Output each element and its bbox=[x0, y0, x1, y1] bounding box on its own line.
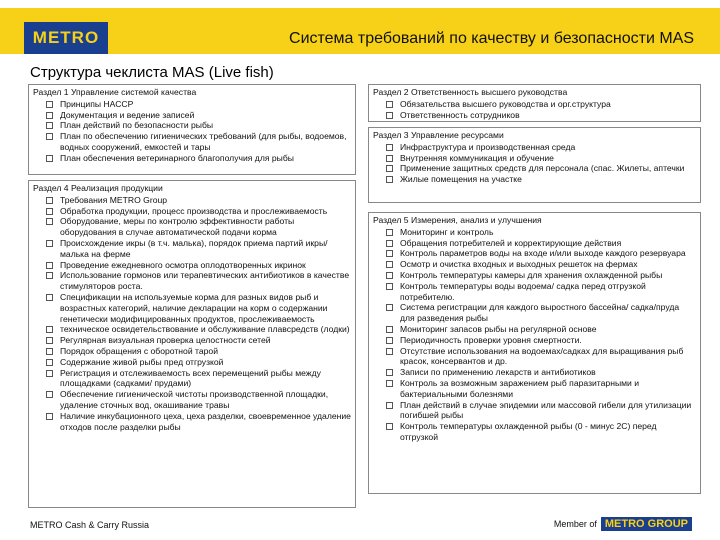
section-3-title: Раздел 3 Управление ресурсами bbox=[373, 130, 504, 140]
list-item: Контроль параметров воды на входе и/или выходе каждого резервуара bbox=[373, 248, 696, 259]
list-item: Требования METRO Group bbox=[33, 195, 351, 206]
metro-group-logo: METRO GROUP bbox=[601, 517, 692, 531]
list-item: Проведение ежедневного осмотра оплодотворенных икринок bbox=[33, 260, 351, 271]
list-item: Документация и ведение записей bbox=[33, 110, 351, 121]
list-item: Инфраструктура и производственная среда bbox=[373, 142, 696, 153]
list-item: Контроль температуры воды водоема/ садка перед отгрузкой потребителю. bbox=[373, 281, 696, 303]
footer-company: METRO Cash & Carry Russia bbox=[30, 520, 150, 530]
section-2-title: Раздел 2 Ответственность высшего руководства bbox=[373, 87, 568, 97]
list-item: Оборудование, меры по контролю эффективности работы оборудования в случае автоматической подачи корма bbox=[33, 216, 351, 238]
list-item: План действий по безопасности рыбы bbox=[33, 120, 351, 131]
section-5-list bbox=[373, 227, 696, 443]
section-4-list bbox=[33, 195, 351, 433]
list-item: План по обеспечению гигиенических требований (для рыбы, водоемов, водных сооружений, емкостей и тары bbox=[33, 131, 351, 153]
list-item: Происхождение икры (в т.ч. малька), порядок приема партий икры/ малька на ферме bbox=[33, 238, 351, 260]
list-item: План обеспечения ветеринарного благополучия для рыбы bbox=[33, 153, 351, 164]
list-item: техническое освидетельствование и обслуживание плавсредств (лодки) bbox=[33, 324, 351, 335]
list-item: Принципы НАССР bbox=[33, 99, 351, 110]
list-item: Контроль температуры камеры для хранения охлажденной рыбы bbox=[373, 270, 696, 281]
list-item: Регистрация и отслеживаемость всех перемещений рыбы между площадками (садками/ прудами) bbox=[33, 368, 351, 390]
section-4-box bbox=[28, 180, 356, 508]
list-item: Осмотр и очистка входных и выходных решеток на фермах bbox=[373, 259, 696, 270]
list-item: Регулярная визуальная проверка целостности сетей bbox=[33, 335, 351, 346]
section-1-list bbox=[33, 99, 351, 164]
list-item: Ответственность сотрудников bbox=[373, 110, 696, 121]
list-item: Периодичность проверки уровня смертности. bbox=[373, 335, 696, 346]
list-item: Мониторинг запасов рыбы на регулярной основе bbox=[373, 324, 696, 335]
list-item: Обращения потребителей и корректирующие действия bbox=[373, 238, 696, 249]
slide-title: Структура чеклиста MAS (Live fish) bbox=[30, 64, 274, 81]
list-item: Отсутствие использования на водоемах/садках для выращивания рыб красок, консервантов и др. bbox=[373, 346, 696, 368]
section-2-list bbox=[373, 99, 696, 121]
section-3-box bbox=[368, 127, 701, 203]
metro-logo: METRO bbox=[24, 22, 108, 54]
list-item: Обработка продукции, процесс производства и прослеживаемость bbox=[33, 206, 351, 217]
list-item: Наличие инкубационного цеха, цеха разделки, своевременное удаление отходов после разделки рыбы bbox=[33, 411, 351, 433]
header-title: Система требований по качеству и безопасности MAS bbox=[289, 30, 694, 47]
header-bar bbox=[0, 0, 720, 58]
list-item: Применение защитных средств для персонала (спас. Жилеты, аптечки bbox=[373, 163, 696, 174]
list-item: Жилые помещения на участке bbox=[373, 174, 696, 185]
list-item: Обеспечение гигиенической чистоты производственной площадки, удаление сточных вод, окашивание травы bbox=[33, 389, 351, 411]
list-item: Содержание живой рыбы пред отгрузкой bbox=[33, 357, 351, 368]
section-5-title: Раздел 5 Измерения, анализ и улучшения bbox=[373, 215, 542, 225]
list-item: Порядок обращения с оборотной тарой bbox=[33, 346, 351, 357]
section-1-box bbox=[28, 84, 356, 175]
list-item: Контроль за возможным заражением рыб паразитарными и бактериальными болезнями bbox=[373, 378, 696, 400]
section-4-title: Раздел 4 Реализация продукции bbox=[33, 183, 163, 193]
list-item: Обязательства высшего руководства и орг.структура bbox=[373, 99, 696, 110]
list-item: Система регистрации для каждого выростного бассейна/ садка/пруда для разведения рыбы bbox=[373, 302, 696, 324]
section-5-box bbox=[368, 212, 701, 494]
list-item: Спецификации на используемые корма для разных видов рыб и возрастных категорий, наличие декларации на корм о содержании генетически модифицированных продуктов, прослеживаемость bbox=[33, 292, 351, 324]
member-of-label: Member of bbox=[553, 519, 597, 529]
footer-member bbox=[554, 517, 692, 531]
list-item: Записи по применению лекарств и антибиотиков bbox=[373, 367, 696, 378]
list-item: Использование гормонов или терапевтических антибиотиков в качестве стимуляторов роста. bbox=[33, 270, 351, 292]
section-2-box bbox=[368, 84, 701, 122]
list-item: Мониторинг и контроль bbox=[373, 227, 696, 238]
list-item: План действий в случае эпидемии или массовой гибели для утилизации погибшей рыбы bbox=[373, 400, 696, 422]
section-1-title: Раздел 1 Управление системой качества bbox=[33, 87, 197, 97]
list-item: Контроль температуры охлажденной рыбы (0 - минус 2С) перед отгрузкой bbox=[373, 421, 696, 443]
list-item: Внутренняя коммуникация и обучение bbox=[373, 153, 696, 164]
section-3-list bbox=[373, 142, 696, 185]
